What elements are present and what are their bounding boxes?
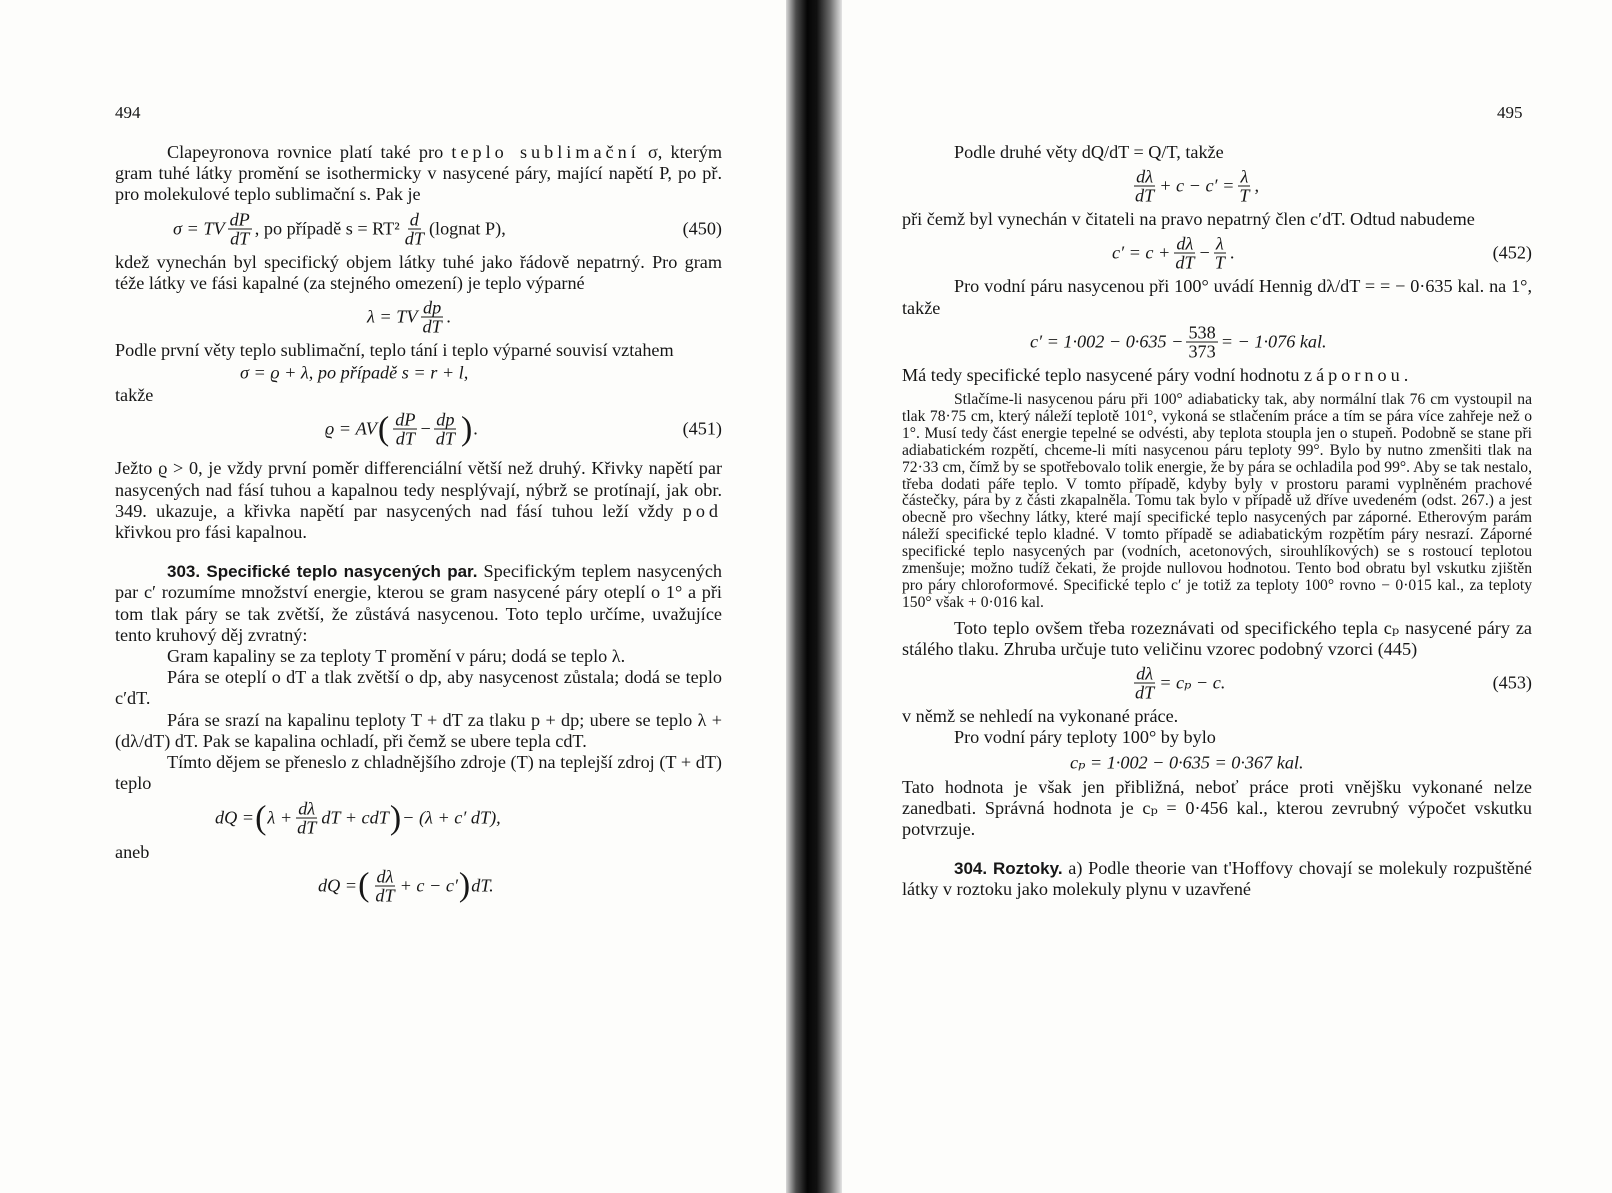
equation-number: (450) (682, 218, 722, 239)
right-column (902, 142, 1532, 901)
denominator: 373 (1188, 341, 1216, 362)
eq-text: + c − c′ = (1159, 175, 1235, 196)
eq-text: − (420, 418, 431, 439)
denominator: T (1214, 252, 1225, 273)
text: Má tedy specifické teplo nasycené páry vodní hodnotu (902, 364, 1300, 385)
paragraph: Pro vodní páry teploty 100° by bylo (954, 727, 1216, 748)
numerator: dλ (1136, 663, 1154, 684)
denominator: dT (395, 428, 415, 449)
denominator: dT (422, 316, 442, 337)
numerator: dλ (1136, 166, 1154, 187)
eq-text: c′ = 1·002 − 0·635 − (1030, 331, 1184, 352)
equation-453 (902, 660, 1532, 706)
equation-heat (902, 163, 1532, 209)
text: Specifickým teplem nasycených par c′ rozumíme množství energie, kterou se gram nasycené páry oteplí o 1° a při tom tlak páry se tak zvětší, že zůstává nasycenou. Toto teplo určíme, uvažujíce tento kruhový děj zvratný: (115, 561, 722, 645)
text: Clapeyronova rovnice platí také pro (167, 142, 444, 162)
equation-dQ-1 (115, 794, 722, 842)
paren-close: ) (389, 799, 402, 837)
right-page (842, 0, 1612, 1193)
eq-text: σ = ϱ + λ, po případě s = r + l, (240, 362, 469, 383)
denominator: dT (297, 817, 317, 838)
equation-relation (115, 361, 722, 385)
numerator: dP (395, 409, 416, 430)
paragraph: Toto teplo ovšem třeba rozeznávati od specifického tepla cₚ nasycené páry za stálého tlaku. Zhruba určuje tuto veličinu vzorec podobný vzorci (445) (902, 617, 1532, 659)
fraction (1186, 323, 1217, 360)
spaced-text: zápornou. (1304, 364, 1413, 385)
eq-text: = − 1·076 kal. (1220, 331, 1327, 352)
eq-text: (lognat P), (428, 218, 506, 238)
section-heading: 304. Roztoky. (954, 859, 1063, 879)
paren-close: ) (460, 410, 473, 448)
paragraph: v němž se nehledí na vykonané práce. (902, 706, 1179, 727)
paragraph: Pro vodní páru nasycenou při 100° uvádí Hennig dλ/dT = = − 0·635 kal. na 1°, takže (902, 276, 1532, 318)
paragraph (115, 458, 722, 543)
eq-text: c′ = c + (1112, 242, 1171, 263)
paragraph: Podle druhé věty dQ/dT = Q/T, takže (954, 142, 1224, 162)
text: a) Podle theorie van t'Hoffovy chovají se molekuly rozpuštěné látky v roztoku jako molekuly plynu v uzavřené (902, 858, 1533, 900)
equation-number: (452) (1492, 242, 1532, 263)
paragraph: při čemž byl vynechán v čitateli na pravo nepatrný člen c′dT. Odtud nabudeme (902, 209, 1475, 230)
left-column (115, 142, 722, 908)
eq-text: σ = TV (173, 218, 225, 238)
numerator: dP (229, 209, 250, 230)
denominator: dT (230, 228, 250, 249)
denominator: dT (1175, 252, 1195, 273)
numerator: dλ (1176, 233, 1194, 254)
small-print-note: Stlačíme-li nasycenou páru při 100° adiabaticky tak, aby normální tlak 76 cm vystoupil na tlak 78·75 cm, který náleží teplotě 101°, vykoná se stlačením práce a tím se pára více zahřeje než o 1°. Musí tedy část energie tepelné se odvésti, aby teplota stoupla jen o stupeň. Podobně se stane při adiabatickém rozpětí, chceme-li míti nasycenou páru teploty 99°. Bylo by nutno zmenšiti tlak na 72·33 cm, čímž by se spotřebovalo tolik energie, že by pára se ochladila pod 99°. Aby se tak nestalo, třeba dodati páře teplo. V tomto případě, kdyby byly v prostoru parami vyplněném prachové částečky, pára by z části zkapalněla. Tomu tak bylo v případě už dříve uvedeném (odst. 267.) a jest obecně pro všechny látky, které mají specifické teplo nasycených par záporné. Etherovým parám náleží specifické teplo kladné. V tomto případě se adiabatickým rozpětím páry nesrazí. Záporné specifické teplo nasycených par (vodních, acetonových, sirouhlíkových) se s rostoucí teplotou zmenšuje; možno tudíž čekati, že projde nullovou hodnotou. Tento bod obratu byl vskutku zjištěn pro páry chloroformové. Specifické teplo c′ je totiž za teploty 100° rovno − 0·015 kal., za teploty 150° však + 0·016 kal. (902, 391, 1532, 611)
denominator: dT (375, 885, 395, 906)
text: Ježto ϱ > 0, je vždy první poměr differenciální větší než druhý. Křivky napětí par nasycených nad fásí tuhou a kapalnou tedy nesplývají, nýbrž se protínají, jak obr. 349. ukazuje, a křivka napětí par nasycených nad fásí tuhou leží vždy (115, 458, 722, 521)
eq-text: , po případě s = RT² (254, 218, 400, 238)
equation-dQ-2 (115, 864, 722, 908)
eq-text: − (1199, 242, 1210, 263)
fraction (403, 210, 426, 247)
fraction (1237, 168, 1251, 205)
eq-text: λ + (267, 807, 293, 828)
paragraph (115, 142, 722, 206)
fraction (420, 299, 443, 336)
text: σ, kterým gram tuhé látky promění se isothermicky v nasycené páry, mající napětí P, po př. pro molekulové teplo sublimační s. Pak je (115, 142, 723, 205)
denominator: dT (1135, 185, 1155, 206)
section-304 (902, 858, 1532, 900)
fraction (1173, 235, 1196, 272)
eq-text: cₚ = 1·002 − 0·635 = 0·367 kal. (1070, 752, 1304, 773)
fraction (295, 800, 318, 837)
equation-number: (451) (682, 418, 722, 439)
denominator: T (1239, 185, 1250, 206)
spaced-text: teplo sublimační (451, 142, 640, 162)
numerator: λ (1215, 233, 1224, 254)
numerator: d (409, 209, 419, 230)
spaced-text: pod (682, 500, 723, 521)
paren-open: ( (255, 799, 267, 837)
numerator: 538 (1188, 322, 1216, 343)
paragraph: Tímto dějem se přeneslo z chladnějšího zdroje (T) na teplejší zdroj (T + dT) teplo (115, 752, 722, 794)
paragraph: Gram kapaliny se za teploty T promění v páru; dodá se teplo λ. (167, 646, 626, 667)
paragraph: takže (115, 385, 154, 406)
section-303 (115, 561, 722, 646)
eq-text: , (1254, 175, 1260, 196)
paragraph: aneb (115, 842, 150, 863)
fraction (393, 411, 417, 448)
paragraph: kdež vynechán byl specifický objem látky tuhé jako řádově nepatrný. Pro gram téže látky ve fási kapalné (za stejného omezení) je teplo výparné (115, 251, 722, 293)
numerator: dp (422, 297, 442, 318)
fraction (434, 411, 457, 448)
eq-text: dT + cdT (321, 807, 389, 828)
page-number: 494 (115, 103, 141, 122)
eq-text: ϱ = AV (325, 418, 377, 439)
fraction (373, 867, 396, 904)
eq-text: dQ = (215, 807, 255, 828)
equation-451: ϱ = AV ( $\frac{dP}{dT}$ − $\frac{dp}{dT}$ ) . (451) (325, 409, 722, 449)
paren-open: ( (377, 410, 390, 448)
paren-open: ( (358, 866, 370, 904)
fraction (228, 210, 252, 247)
text: křivkou pro fási kapalnou. (115, 522, 307, 543)
paragraph: Pára se oteplí o dT a tlak zvětší o dp, aby nasycenost zůstala; dodá se teplo c′dT. (115, 667, 722, 709)
book-gutter (786, 0, 842, 1193)
left-page (0, 0, 786, 1193)
eq-text: + c − c′ (399, 875, 458, 896)
numerator: dλ (298, 798, 316, 819)
fraction (1133, 665, 1156, 702)
eq-text: λ = TV (367, 306, 418, 327)
eq-text: − (λ + c′ dT), (402, 807, 501, 828)
denominator: dT (404, 228, 424, 249)
denominator: dT (1135, 682, 1155, 703)
eq-text: dT. (471, 875, 494, 896)
numerator: dλ (376, 866, 394, 887)
fraction (1133, 168, 1156, 205)
paragraph: Podle první věty teplo sublimační, teplo tání i teplo výparné souvisí vztahem (115, 340, 674, 361)
eq-text: . (446, 306, 452, 327)
equation-value (902, 319, 1532, 365)
paragraph: Tato hodnota je však jen přibližná, neboť práce proti vnějšku vykonané nelze zanedbati. Správná hodnota je cₚ = 0·456 kal., kterou zevrubný výpočet vskutku potvrzuje. (902, 776, 1532, 840)
eq-text: . (1229, 242, 1235, 263)
equation-450 (115, 206, 722, 252)
section-heading: 303. Specifické teplo nasycených par. (167, 562, 478, 582)
paragraph: Pára se srazí na kapalinu teploty T + dT za tlaku p + dp; ubere se teplo λ + (dλ/dT) dT. Pak se kapalina ochladí, při čemž se ubere tepla cdT. (115, 709, 722, 751)
paragraph (902, 365, 1532, 386)
equation-number: (453) (1492, 672, 1532, 693)
paren-close: ) (458, 866, 471, 904)
page-number: 495 (1497, 103, 1523, 122)
numerator: λ (1240, 166, 1249, 187)
equation-452 (902, 230, 1532, 276)
equation-cp (902, 749, 1532, 777)
denominator: dT (435, 428, 455, 449)
fraction (1213, 235, 1227, 272)
numerator: dp (436, 409, 455, 430)
eq-text: dQ = (318, 875, 358, 896)
eq-text: = cₚ − c. (1159, 672, 1226, 693)
equation-lambda (115, 294, 722, 340)
